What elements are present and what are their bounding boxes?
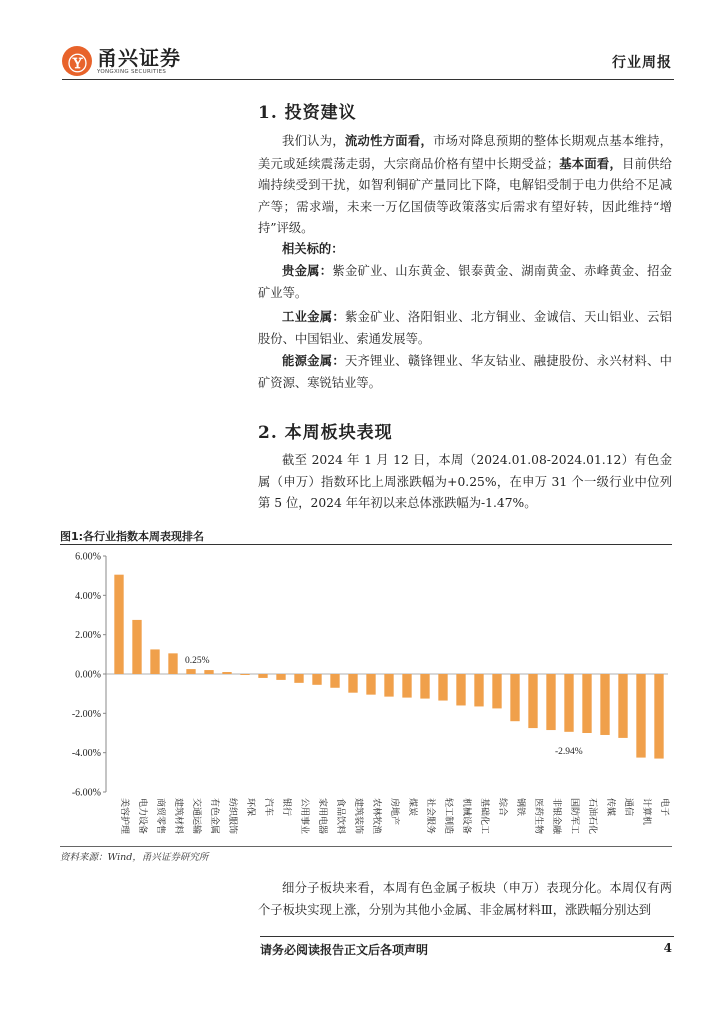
- bar-15: [366, 674, 375, 695]
- footer-divider: [260, 936, 674, 937]
- y-tick-label: 6.00%: [75, 551, 101, 563]
- figure-bottom-rule: [60, 846, 672, 847]
- bar-3: [150, 649, 159, 674]
- category-label: 煤炭: [407, 798, 417, 817]
- bar-30: [636, 674, 645, 758]
- brand-logo: [62, 46, 181, 76]
- category-label: 计算机: [641, 798, 651, 826]
- bar-9: [258, 674, 267, 678]
- bar-11: [294, 674, 303, 683]
- figure-top-rule: [60, 544, 672, 545]
- section2-paragraph: 截至 2024 年 1 月 12 日，本周（2024.01.08-2024.01.12）有色金属（申万）指数环比上周涨跌幅为+0.25%，在申万 31 个一级行业中位列第 5 位，2024 年年初以来总体涨跌幅为-1.47%。: [258, 453, 672, 510]
- category-label: 国防军工: [569, 798, 579, 835]
- p1-text-e: 目前供给端持续受到干扰，如智利铜矿产量同比下降，电解铝受制于电力供给不足减产等；需求端，未来一万亿国债等政策落实后需求有望好转，因此维持“增持”评级。: [258, 156, 672, 235]
- bar-18: [420, 674, 429, 699]
- category-label: 电力设备: [137, 798, 147, 835]
- bar-1: [114, 575, 123, 674]
- section2-title: 2. 本周板块表现: [258, 423, 393, 443]
- y-tick-label: -4.00%: [71, 748, 101, 760]
- header-divider: [62, 79, 674, 80]
- category-label: 建筑装饰: [353, 798, 363, 835]
- bar-23: [510, 674, 519, 721]
- category-label: 纺织服饰: [227, 798, 237, 835]
- category-label: 建筑材料: [173, 798, 183, 835]
- bar-4: [168, 653, 177, 674]
- category-label: 汽车: [263, 798, 273, 817]
- y-tick-label: 0.00%: [75, 669, 101, 681]
- category-label: 石油石化: [587, 798, 597, 835]
- bar-16: [384, 674, 393, 697]
- related-label: 相关标的：: [282, 241, 344, 256]
- category-label: 美容护理: [119, 798, 129, 835]
- category-label: 有色金属: [209, 798, 219, 835]
- category-label: 非银金融: [551, 798, 561, 835]
- p1-text-c: 市场对降息预期的整体长期观点基本维持，美元或延续震荡走弱，大宗商品价格有望中长期受益；: [258, 134, 672, 171]
- bar-7: [222, 672, 231, 674]
- section1-paragraph: [258, 130, 672, 240]
- subsector-paragraph: 细分子板块来看，本周有色金属子板块（申万）表现分化。本周仅有两个子板块实现上涨，分别为其他小金属、非金属材料Ⅲ，涨跌幅分别达到: [258, 881, 672, 917]
- section1-title: 1. 投资建议: [258, 103, 357, 123]
- data-label: 0.25%: [185, 656, 210, 667]
- page-header: [62, 46, 674, 80]
- category-label: 综合: [497, 798, 507, 817]
- category-label: 商贸零售: [155, 798, 165, 835]
- y-tick-label: -2.00%: [71, 708, 101, 720]
- bar-31: [654, 674, 663, 759]
- brand-logo-icon: Ⓨ: [62, 46, 92, 76]
- category-label: 基础化工: [479, 798, 489, 835]
- category-label: 环保: [245, 798, 255, 817]
- brand-name: 甬兴证券: [97, 46, 181, 70]
- category-label: 农林牧渔: [371, 798, 381, 835]
- bar-2: [132, 620, 141, 674]
- category-label: 轻工制造: [443, 798, 453, 835]
- data-label: -2.94%: [555, 746, 583, 757]
- figure-source: 资料来源：Wind，甬兴证券研究所: [60, 852, 209, 863]
- bar-5: [186, 669, 195, 674]
- bar-25: [546, 674, 555, 730]
- report-type: 行业周报: [612, 55, 672, 71]
- p1-bold-fundamental: 基本面看，: [559, 155, 623, 171]
- bar-6: [204, 670, 213, 674]
- y-tick-label: 4.00%: [75, 590, 101, 602]
- bar-29: [618, 674, 627, 738]
- y-tick-label: 2.00%: [75, 630, 101, 642]
- bar-26: [564, 674, 573, 732]
- category-label: 钢铁: [515, 798, 525, 817]
- category-label: 食品饮料: [335, 798, 345, 835]
- p1-bold-liquidity: 流动性方面看，: [344, 133, 434, 148]
- category-label: 通信: [623, 798, 633, 817]
- category-label: 机械设备: [461, 798, 471, 835]
- industrial-metals-paragraph: 工业金属：紫金矿业、洛阳钼业、北方铜业、金诚信、天山铝业、云铝股份、中国铝业、索通发展等。: [258, 309, 672, 346]
- bar-28: [600, 674, 609, 735]
- category-label: 电子: [659, 798, 669, 817]
- bar-20: [456, 674, 465, 705]
- bar-19: [438, 674, 447, 701]
- bar-12: [312, 674, 321, 685]
- page-number: 4: [663, 941, 672, 955]
- bar-10: [276, 674, 285, 680]
- category-label: 传媒: [605, 798, 615, 817]
- industry-ranking-chart: [60, 546, 672, 844]
- figure-title: 图1:各行业指数本周表现排名: [60, 530, 205, 543]
- category-label: 银行: [281, 798, 291, 817]
- bar-17: [402, 674, 411, 698]
- footer-disclaimer: 请务必阅读报告正文后各项声明: [260, 943, 429, 957]
- y-tick-label: -6.00%: [71, 787, 101, 799]
- bar-22: [492, 674, 501, 708]
- bar-24: [528, 674, 537, 728]
- bar-13: [330, 674, 339, 688]
- bar-27: [582, 674, 591, 733]
- bar-8: [240, 674, 249, 675]
- category-label: 社会服务: [425, 798, 435, 835]
- brand-name-en: YONGXING SECURITIES: [97, 69, 167, 75]
- energy-metals-paragraph: 能源金属：天齐锂业、赣锋锂业、华友钴业、融捷股份、永兴材料、中矿资源、寒锐钴业等。: [258, 353, 672, 390]
- bar-21: [474, 674, 483, 706]
- p1-text-a: 我们认为，: [282, 134, 345, 148]
- category-label: 公用事业: [299, 798, 309, 835]
- bar-14: [348, 674, 357, 693]
- category-label: 交通运输: [191, 798, 201, 835]
- category-label: 家用电器: [317, 798, 327, 835]
- category-label: 房地产: [389, 798, 399, 826]
- precious-metals-paragraph: 贵金属：紫金矿业、山东黄金、银泰黄金、湖南黄金、赤峰黄金、招金矿业等。: [258, 263, 672, 300]
- category-label: 医药生物: [533, 798, 543, 835]
